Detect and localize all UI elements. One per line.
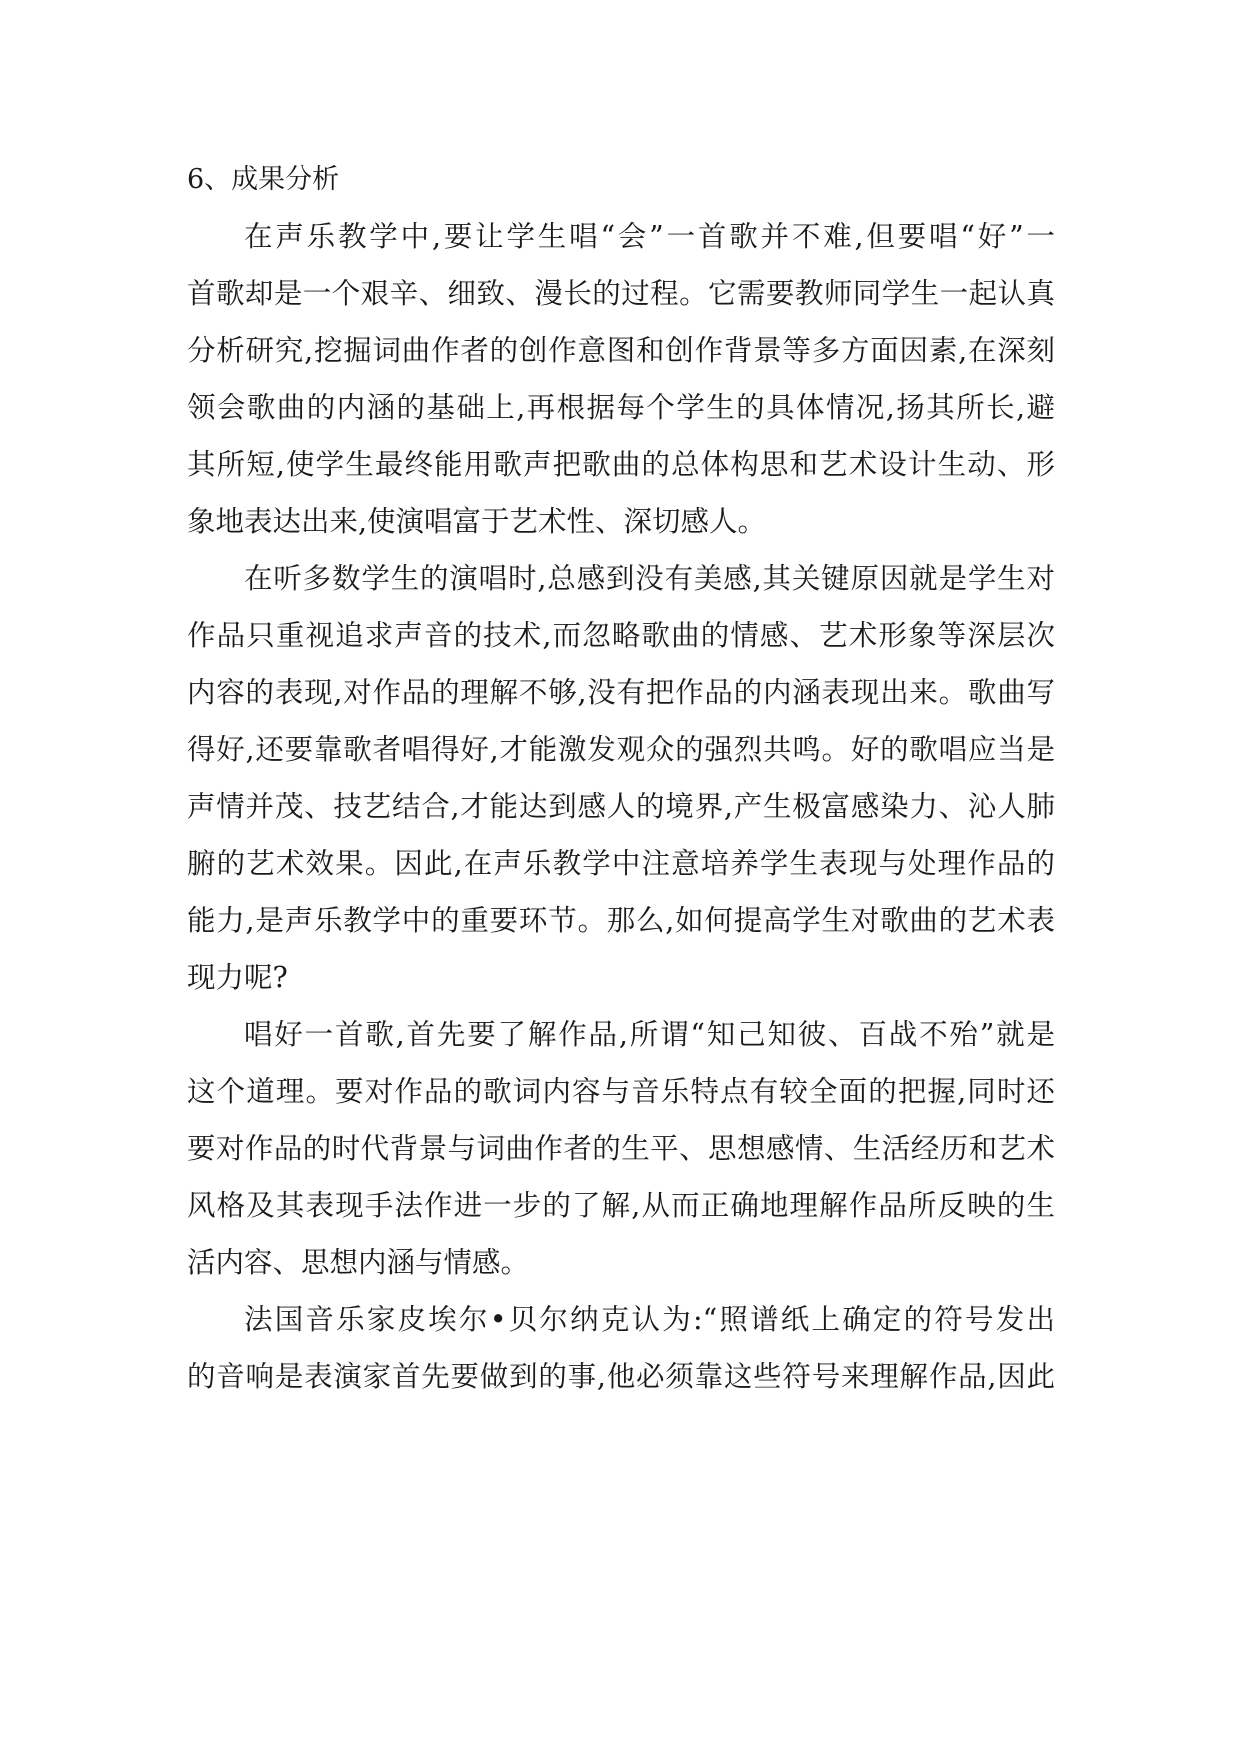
paragraph-line: 分析研究,挖掘词曲作者的创作意图和创作背景等多方面因素,在深刻 [187,334,1055,367]
paragraph-line: 要对作品的时代背景与词曲作者的生平、思想感情、生活经历和艺术 [187,1132,1055,1165]
paragraph-line: 内容的表现,对作品的理解不够,没有把作品的内涵表现出来。歌曲写 [187,676,1055,709]
section-heading: 6、成果分析 [187,164,340,195]
paragraph-line: 唱好一首歌,首先要了解作品,所谓“知己知彼、百战不殆”就是 [244,1018,1055,1051]
paragraph-line: 在声乐教学中,要让学生唱“会”一首歌并不难,但要唱“好”一 [244,220,1055,253]
paragraph-line: 活内容、思想内涵与情感。 [187,1246,530,1279]
paragraph-line: 风格及其表现手法作进一步的了解,从而正确地理解作品所反映的生 [187,1189,1055,1222]
paragraph-line: 能力,是声乐教学中的重要环节。那么,如何提高学生对歌曲的艺术表 [187,904,1055,937]
paragraph-line: 法国音乐家皮埃尔•贝尔纳克认为:“照谱纸上确定的符号发出 [244,1303,1055,1336]
paragraph-line: 首歌却是一个艰辛、细致、漫长的过程。它需要教师同学生一起认真 [187,277,1055,310]
paragraph-line: 的音响是表演家首先要做到的事,他必须靠这些符号来理解作品,因此 [187,1360,1055,1393]
paragraph-line: 腑的艺术效果。因此,在声乐教学中注意培养学生表现与处理作品的 [187,847,1055,880]
paragraph-line: 声情并茂、技艺结合,才能达到感人的境界,产生极富感染力、沁人肺 [187,790,1055,823]
paragraph-line: 领会歌曲的内涵的基础上,再根据每个学生的具体情况,扬其所长,避 [187,391,1055,424]
paragraph-line: 这个道理。要对作品的歌词内容与音乐特点有较全面的把握,同时还 [187,1075,1055,1108]
paragraph-line: 得好,还要靠歌者唱得好,才能激发观众的强烈共鸣。好的歌唱应当是 [187,733,1055,766]
paragraph-line: 在听多数学生的演唱时,总感到没有美感,其关键原因就是学生对 [244,562,1055,595]
paragraph-line: 象地表达出来,使演唱富于艺术性、深切感人。 [187,505,767,538]
paragraph-line: 作品只重视追求声音的技术,而忽略歌曲的情感、艺术形象等深层次 [187,619,1055,652]
paragraph-line: 现力呢? [187,961,288,994]
paragraph-line: 其所短,使学生最终能用歌声把歌曲的总体构思和艺术设计生动、形 [187,448,1055,481]
